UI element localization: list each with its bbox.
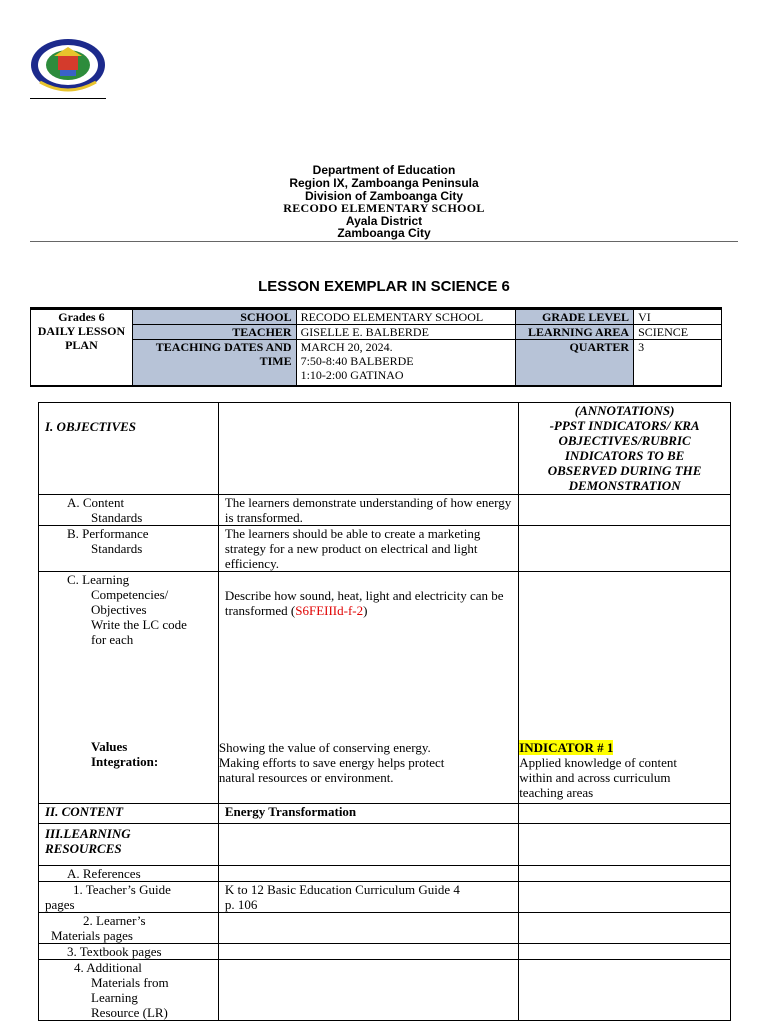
teachers-guide-label: 1. Teacher’s Guide pages (39, 882, 219, 913)
additional-materials-label: 4. Additional Materials from Learning Resource (LR) (39, 960, 219, 1021)
content-standards-annotation (519, 495, 731, 526)
objectives-blank (218, 403, 518, 495)
school-value: RECODO ELEMENTARY SCHOOL (296, 309, 516, 325)
header-city: Zamboanga City (337, 226, 431, 240)
values-integration-value: Showing the value of conserving energy. Making efforts to save energy helps protect natural resources or environment. (218, 740, 445, 785)
references-annotation (519, 866, 731, 882)
learning-resources-blank (218, 824, 518, 866)
header-school: RECODO ELEMENTARY SCHOOL (283, 201, 485, 215)
header-divider (30, 241, 738, 242)
values-integration-label: Values Integration: (91, 739, 159, 769)
deped-seal-logo (30, 38, 106, 92)
teacher-label: TEACHER (132, 325, 296, 340)
dlp-info-table (30, 307, 722, 387)
content-annotation (519, 804, 731, 824)
performance-standards-annotation (519, 526, 731, 572)
annotations-heading: (ANNOTATIONS) -PPST INDICATORS/ KRA OBJECTIVES/RUBRIC INDICATORS TO BE OBSERVED DURING THE DEMONSTRATION (519, 403, 731, 495)
learning-area-value: SCIENCE (634, 325, 722, 340)
learners-materials-annotation (519, 913, 731, 944)
indicator-annotation: INDICATOR # 1 Applied knowledge of content within and across curriculum teaching areas (519, 572, 731, 804)
learning-area-label: LEARNING AREA (516, 325, 634, 340)
quarter-label: QUARTER (516, 340, 634, 386)
content-heading: II. CONTENT (39, 804, 219, 824)
dates-value: MARCH 20, 2024. 7:50-8:40 BALBERDE 1:10-2:00 GATINAO (296, 340, 516, 386)
header-division: Division of Zamboanga City (304, 189, 463, 203)
additional-materials-value (218, 960, 518, 1021)
content-value: Energy Transformation (218, 804, 518, 824)
learners-materials-label: 2. Learner’s Materials pages (39, 913, 219, 944)
school-label: SCHOOL (132, 309, 296, 325)
header-district: Ayala District (345, 214, 423, 228)
lesson-table (38, 402, 731, 1021)
learners-materials-value (218, 913, 518, 944)
textbook-pages-value (218, 944, 518, 960)
content-standards-label: A. Content Standards (39, 495, 219, 526)
learning-resources-annotation (519, 824, 731, 866)
learning-competencies-label: C. Learning Competencies/ Objectives Write the LC code for each Values Integration: (39, 572, 219, 804)
teacher-value: GISELLE E. BALBERDE (296, 325, 516, 340)
teachers-guide-annotation (519, 882, 731, 913)
header-region: Region IX, Zamboanga Peninsula (289, 176, 479, 190)
textbook-pages-annotation (519, 944, 731, 960)
lc-code: S6FEIIId-f-2 (295, 603, 364, 618)
references-label: A. References (39, 866, 219, 882)
references-blank (218, 866, 518, 882)
teachers-guide-value: K to 12 Basic Education Curriculum Guide 4 p. 106 (218, 882, 518, 913)
content-standards-value: The learners demonstrate understanding of how energy is transformed. (218, 495, 518, 526)
learning-resources-heading: III.LEARNING RESOURCES (39, 824, 219, 866)
dlp-label: Grades 6 DAILY LESSON PLAN (31, 309, 133, 386)
page-title: LESSON EXEMPLAR IN SCIENCE 6 (258, 278, 510, 295)
grade-level-value: VI (634, 309, 722, 325)
header-department: Department of Education (312, 163, 456, 177)
quarter-value: 3 (634, 340, 722, 386)
objectives-heading: I. OBJECTIVES (39, 403, 219, 495)
learning-competencies-value: Describe how sound, heat, light and electricity can be transformed (S6FEIIId-f-2) Showing the value of conserving energy. Making efforts to save energy helps protect natural resources or environment. (218, 572, 518, 804)
seal-underline (30, 98, 106, 99)
dates-label: TEACHING DATES AND TIME (132, 340, 296, 386)
performance-standards-value: The learners should be able to create a marketing strategy for a new product on electrical and light efficiency. (218, 526, 518, 572)
indicator-badge: INDICATOR # 1 (519, 740, 614, 755)
performance-standards-label: B. Performance Standards (39, 526, 219, 572)
textbook-pages-label: 3. Textbook pages (39, 944, 219, 960)
additional-materials-annotation (519, 960, 731, 1021)
grade-level-label: GRADE LEVEL (516, 309, 634, 325)
